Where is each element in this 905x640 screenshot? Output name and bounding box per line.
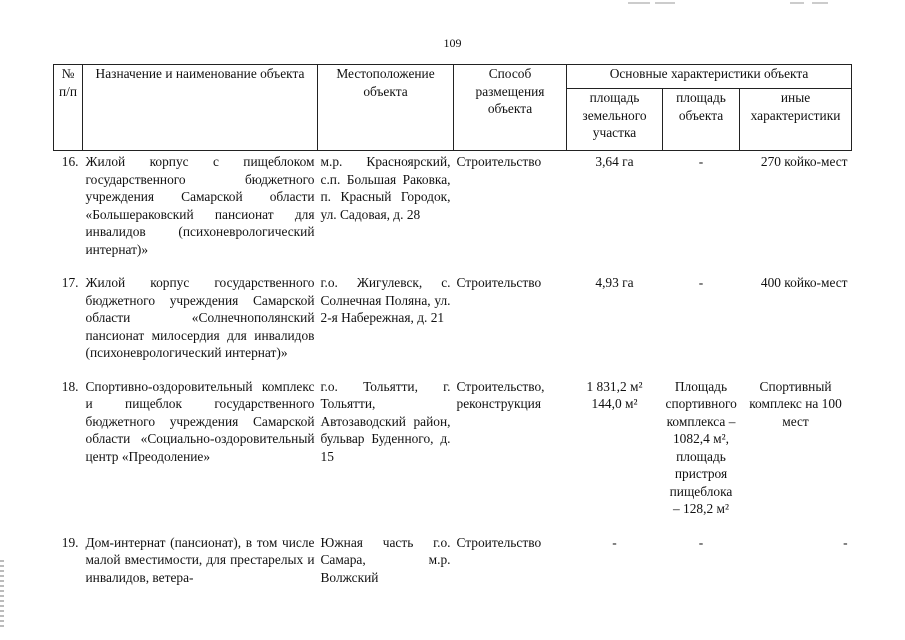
row-method: Строительство	[456, 534, 542, 550]
objects-table	[53, 64, 852, 586]
row-object-area: -	[698, 154, 704, 169]
row-location: Южная часть г.о. Самара, м.р. Волжский	[320, 534, 451, 585]
row-other: 270 койко-мест	[760, 154, 848, 169]
row-other: -	[843, 534, 848, 550]
scan-artifact-dash	[655, 2, 675, 4]
header-object-area: площадь объекта	[663, 89, 740, 151]
table-row	[54, 376, 852, 518]
row-location: г.о. Жигулевск, с. Солнечная Поляна, ул. 2-я Набережная, д. 21	[320, 275, 451, 325]
row-other: 400 койко-мест	[760, 275, 848, 290]
row-land-area: 4,93 га	[595, 275, 634, 290]
header-land-area: площадь земельного участка	[567, 89, 663, 151]
row-num: 19.	[61, 534, 79, 550]
row-purpose: Дом-интернат (пансионат), в том числе малой вместимости, для престарелых и инвалидов, ветера-	[85, 534, 315, 585]
row-purpose: Спортивно-оздоровительный комплекс и пищеблок государственного бюджетного учреждения Самарской области «Социально-оздоровительный центр «Преодоление»	[85, 378, 315, 464]
header-location: Местоположение объекта	[318, 65, 454, 151]
row-object-area: -	[698, 534, 704, 550]
row-method: Строительство	[456, 275, 542, 290]
table-row	[54, 151, 852, 259]
header-characteristics: Основные характеристики объекта	[567, 65, 852, 89]
row-purpose: Жилой корпус с пищеблоком государственного бюджетного учреждения Самарской области «Большераковский пансионат для инвалидов (психоневрологический интернат)»	[85, 154, 315, 257]
scan-artifact-dash	[790, 2, 804, 4]
header-other: иные характеристики	[740, 89, 852, 151]
page-number: 109	[443, 36, 462, 50]
row-land-area: 1 831,2 м² 144,0 м²	[586, 378, 643, 411]
scan-artifact-dash	[628, 2, 650, 4]
row-num: 17.	[61, 275, 79, 290]
header-purpose: Назначение и наименование объекта	[83, 65, 318, 151]
row-land-area: 3,64 га	[595, 154, 634, 169]
header-num: № п/п	[54, 65, 83, 151]
table-row	[54, 532, 852, 587]
row-object-area: -	[698, 275, 704, 290]
row-location: м.р. Красноярский, с.п. Большая Раковка, п. Красный Городок, ул. Садовая, д. 28	[320, 154, 451, 222]
scan-edge-artifact	[0, 560, 4, 630]
row-object-area: Площадь спортивного комплекса – 1082,4 м², площадь пристроя пищеблока – 128,2 м²	[665, 378, 737, 516]
table-row	[54, 272, 852, 362]
row-num: 16.	[61, 154, 79, 169]
row-method: Строительство, реконструкция	[456, 378, 545, 411]
row-method: Строительство	[456, 154, 542, 169]
row-land-area: -	[612, 534, 617, 550]
row-other: Спортивный комплекс на 100 мест	[749, 378, 842, 429]
row-location: г.о. Тольятти, г. Тольятти, Автозаводский район, бульвар Буденного, д. 15	[320, 378, 451, 464]
scan-artifact-dash	[812, 2, 828, 4]
row-purpose: Жилой корпус государственного бюджетного учреждения Самарской области «Солнечнополянский пансионат милосердия для инвалидов (психоневрологический интернат)»	[85, 275, 315, 360]
row-num: 18.	[61, 378, 79, 394]
header-method: Способ размещения объекта	[454, 65, 567, 151]
